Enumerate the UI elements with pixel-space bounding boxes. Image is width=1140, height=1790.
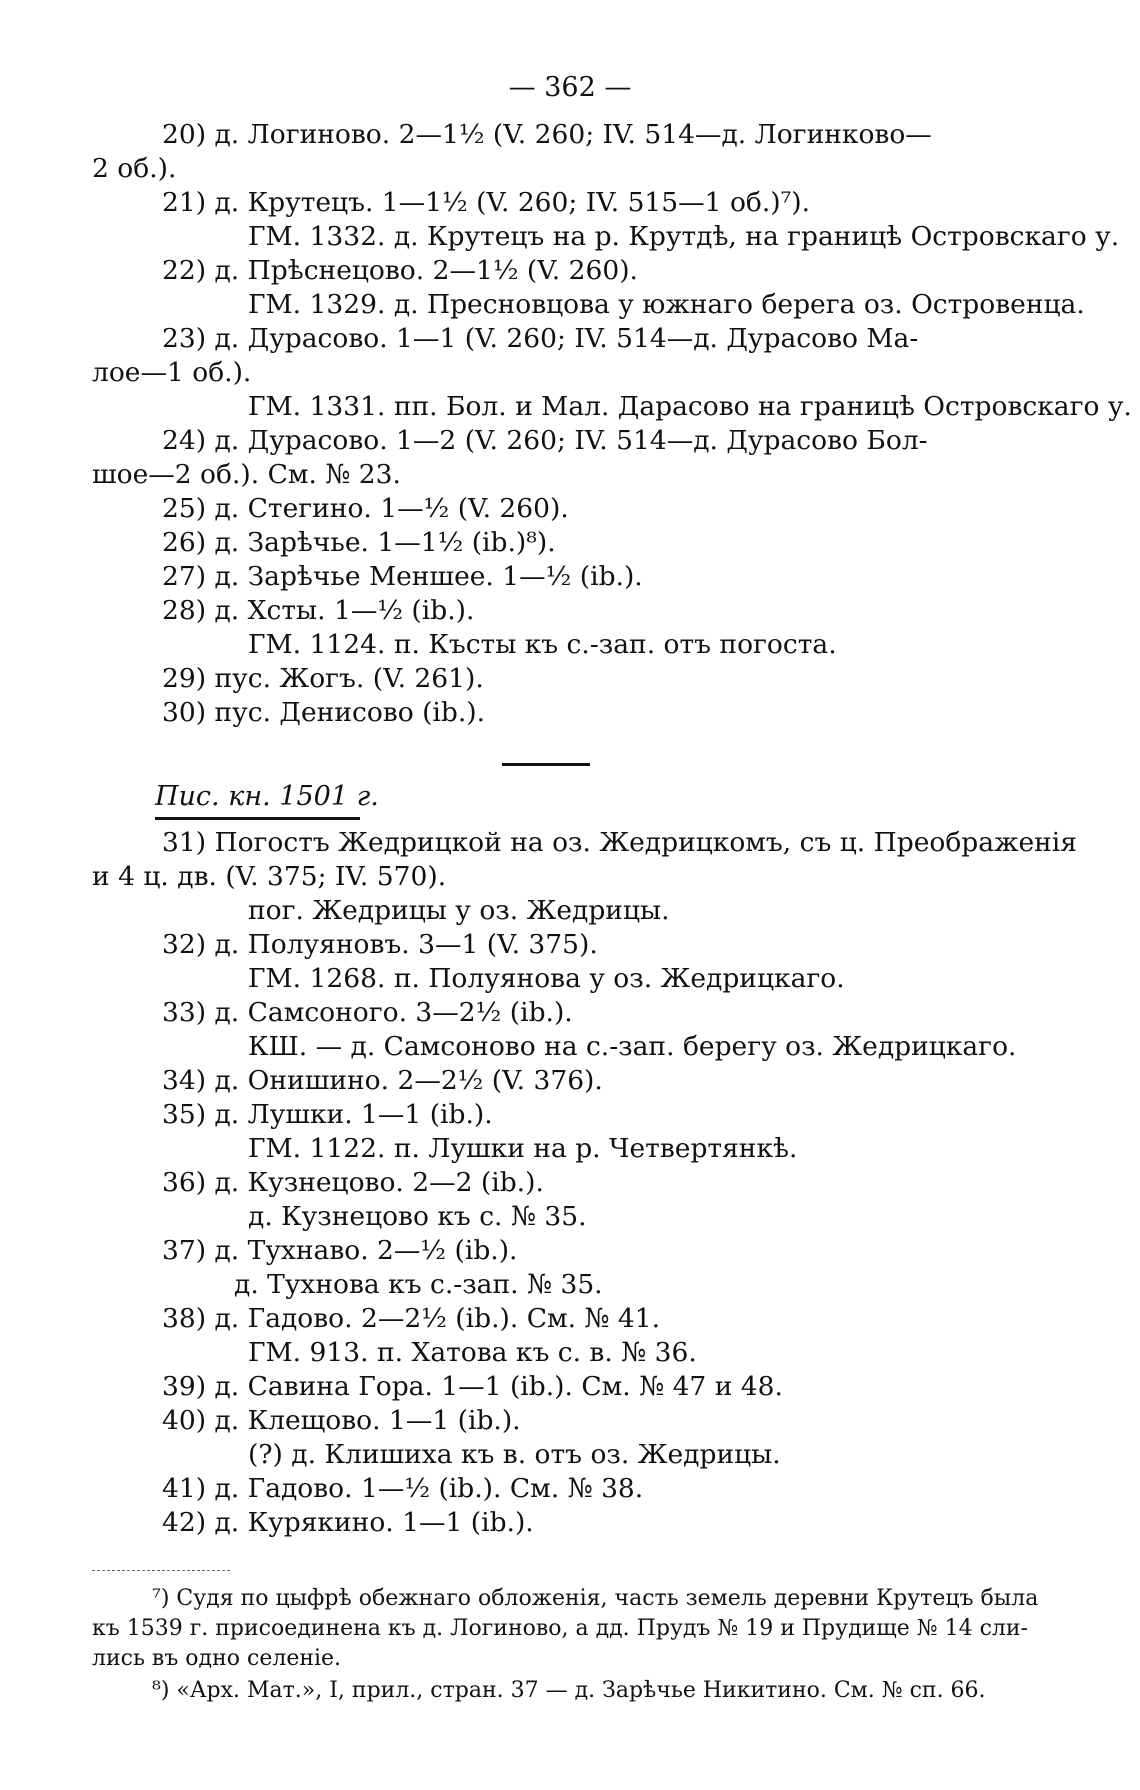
entry-24: 24) д. Дурасово. 1—2 (V. 260; IV. 514—д. Дурасово Бол- [162, 425, 928, 456]
entry-23-note: ГМ. 1331. пп. Бол. и Мал. Дарасово на границѣ Островскаго у. [248, 391, 1132, 422]
entry-31-cont: и 4 ц. дв. (V. 375; IV. 570). [92, 861, 447, 892]
entry-34: 34) д. Онишино. 2—2½ (V. 376). [162, 1065, 603, 1096]
entry-42: 42) д. Курякино. 1—1 (ib.). [162, 1507, 534, 1538]
section-header: Пис. кн. 1501 г. [155, 781, 379, 812]
entry-35: 35) д. Лушки. 1—1 (ib.). [162, 1099, 493, 1130]
entry-31-note: пог. Жедрицы у оз. Жедрицы. [248, 895, 670, 926]
entry-20: 20) д. Логиново. 2—1½ (V. 260; IV. 514—д. Логинково— [162, 119, 932, 150]
entry-26: 26) д. Зарѣчье. 1—1½ (ib.)⁸). [162, 527, 556, 558]
entry-37-note: д. Тухнова къ с.-зап. № 35. [234, 1269, 603, 1300]
footnote-8: ⁸) «Арх. Мат.», I, прил., стран. 37 — д. Зарѣчье Никитино. См. № сп. 66. [152, 1678, 986, 1703]
entry-33-note: КШ. — д. Самсоново на с.-зап. берегу оз. Жедрицкаго. [248, 1031, 1017, 1062]
section-divider [502, 763, 590, 766]
footnote-7-line3: лись въ одно селеніе. [92, 1646, 342, 1671]
entry-28: 28) д. Хсты. 1—½ (ib.). [162, 595, 475, 626]
entry-20-cont: 2 об.). [92, 153, 177, 184]
footnote-separator [92, 1570, 230, 1571]
footnote-7-line1: ⁷) Судя по цыфрѣ обежнаго обложенія, часть земель деревни Крутецъ была [152, 1586, 1039, 1611]
entry-40: 40) д. Клещово. 1—1 (ib.). [162, 1405, 521, 1436]
entry-28-note: ГМ. 1124. п. Късты къ с.-зап. отъ погоста. [248, 629, 837, 660]
entry-23: 23) д. Дурасово. 1—1 (V. 260; IV. 514—д. Дурасово Ма- [162, 323, 919, 354]
entry-30: 30) пус. Денисово (ib.). [162, 697, 486, 728]
entry-21: 21) д. Крутецъ. 1—1½ (V. 260; IV. 515—1 об.)⁷). [162, 187, 810, 218]
entry-33: 33) д. Самсоного. 3—2½ (ib.). [162, 997, 573, 1028]
entry-27: 27) д. Зарѣчье Меншее. 1—½ (ib.). [162, 561, 643, 592]
footnote-7-line2: къ 1539 г. присоединена къ д. Логиново, а дд. Прудъ № 19 и Прудище № 14 сли- [92, 1616, 1028, 1641]
entry-24-cont: шое—2 об.). См. № 23. [92, 459, 401, 490]
entry-22-note: ГМ. 1329. д. Пресновцова у южнаго берега оз. Островенца. [248, 289, 1085, 320]
entry-21-note: ГМ. 1332. д. Крутецъ на р. Крутдѣ, на границѣ Островскаго у. [248, 221, 1120, 252]
entry-32: 32) д. Полуяновъ. 3—1 (V. 375). [162, 929, 598, 960]
entry-23-cont: лое—1 об.). [92, 357, 252, 388]
entry-37: 37) д. Тухнаво. 2—½ (ib.). [162, 1235, 518, 1266]
entry-35-note: ГМ. 1122. п. Лушки на р. Четвертянкѣ. [248, 1133, 798, 1164]
entry-40-note: (?) д. Клишиха къ в. отъ оз. Жедрицы. [248, 1439, 781, 1470]
entry-36-note: д. Кузнецово къ с. № 35. [248, 1201, 587, 1232]
entry-36: 36) д. Кузнецово. 2—2 (ib.). [162, 1167, 544, 1198]
entry-41: 41) д. Гадово. 1—½ (ib.). См. № 38. [162, 1473, 644, 1504]
entry-39: 39) д. Савина Гора. 1—1 (ib.). См. № 47 и 48. [162, 1371, 783, 1402]
section-header-underline [155, 817, 360, 820]
entry-25: 25) д. Стегино. 1—½ (V. 260). [162, 493, 569, 524]
entry-38-note: ГМ. 913. п. Хатова къ с. в. № 36. [248, 1337, 697, 1368]
entry-22: 22) д. Прѣснецово. 2—1½ (V. 260). [162, 255, 638, 286]
entry-29: 29) пус. Жогъ. (V. 261). [162, 663, 484, 694]
entry-32-note: ГМ. 1268. п. Полуянова у оз. Жедрицкаго. [248, 963, 845, 994]
page-number: — 362 — [508, 72, 632, 103]
entry-31: 31) Погостъ Жедрицкой на оз. Жедрицкомъ, съ ц. Преображенія [162, 827, 1077, 858]
entry-38: 38) д. Гадово. 2—2½ (ib.). См. № 41. [162, 1303, 661, 1334]
